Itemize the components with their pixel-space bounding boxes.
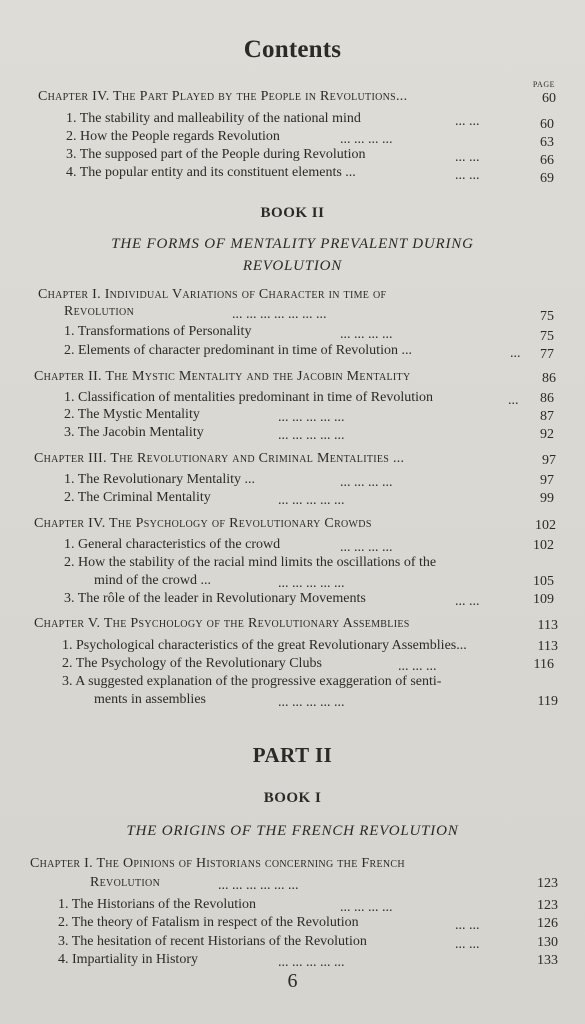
chapter-heading: Chapter IV. The Part Played by the People in Revolutions...: [38, 89, 408, 104]
leader-dots: ... ... ... ... ... ... ...: [232, 307, 327, 322]
leader-dots: ... ... ... ... ...: [278, 410, 345, 425]
section-entry: ments in assemblies: [94, 692, 206, 707]
section-entry: 1. Classification of mentalities predominant in time of Revolution: [64, 390, 433, 405]
book-subtitle: THE FORMS OF MENTALITY PREVALENT DURING: [111, 236, 474, 252]
page-ref: 77: [540, 347, 554, 362]
page-ref: 133: [537, 953, 558, 968]
section-entry: 4. Impartiality in History: [58, 952, 198, 967]
page-ref: 126: [537, 916, 558, 931]
section-entry: 3. The hesitation of recent Historians of the Revolution: [58, 934, 367, 949]
chapter-heading: Chapter I. Individual Variations of Character in time of: [38, 287, 387, 302]
leader-dots: ... ...: [455, 114, 480, 129]
leader-dots: ... ...: [455, 937, 480, 952]
chapter-heading: Chapter I. The Opinions of Historians concerning the French: [30, 856, 405, 871]
page-ref: 102: [533, 538, 554, 553]
chapter-heading: Chapter IV. The Psychology of Revolutionary Crowds: [34, 516, 372, 531]
book-heading: BOOK I: [263, 790, 322, 806]
section-entry: 1. The stability and malleability of the national mind: [66, 111, 361, 126]
leader-dots: ... ... ... ...: [340, 327, 393, 342]
page-ref: 109: [533, 592, 554, 607]
page-ref: 86: [542, 371, 556, 386]
section-entry: 3. The supposed part of the People during Revolution: [66, 147, 366, 162]
leader-dots: ... ... ... ...: [340, 900, 393, 915]
page-ref: 105: [533, 574, 554, 589]
leader-dots: ... ... ... ... ... ...: [218, 878, 299, 893]
page-ref: 63: [540, 135, 554, 150]
section-entry: 3. The Jacobin Mentality: [64, 425, 204, 440]
section-entry: 4. The popular entity and its constituent elements ...: [66, 165, 356, 180]
page-ref: 102: [535, 518, 556, 533]
section-entry: 3. The rôle of the leader in Revolutionary Movements: [64, 591, 366, 606]
page-ref: 97: [540, 473, 554, 488]
page-ref: 92: [540, 427, 554, 442]
leader-dots: ...: [510, 346, 521, 361]
page-ref: 87: [540, 409, 554, 424]
page-ref: 75: [540, 329, 554, 344]
page-ref: 113: [537, 639, 558, 654]
chapter-heading: Chapter II. The Mystic Mentality and the Jacobin Mentality: [34, 369, 411, 384]
page-ref: 97: [542, 453, 556, 468]
leader-dots: ... ... ...: [398, 659, 437, 674]
page-ref: 66: [540, 153, 554, 168]
section-entry: 1. The Revolutionary Mentality ...: [64, 472, 256, 487]
section-entry: 3. A suggested explanation of the progressive exaggeration of senti-: [62, 674, 442, 689]
leader-dots: ... ... ... ...: [340, 540, 393, 555]
section-entry: 2. Elements of character predominant in time of Revolution ...: [64, 343, 412, 358]
leader-dots: ... ... ... ...: [340, 475, 393, 490]
section-entry: 2. The Psychology of the Revolutionary Clubs: [62, 656, 322, 671]
leader-dots: ... ...: [455, 594, 480, 609]
section-entry: 1. General characteristics of the crowd: [64, 537, 281, 552]
chapter-heading: Revolution: [90, 875, 161, 890]
section-entry: 2. The theory of Fatalism in respect of the Revolution: [58, 915, 359, 930]
section-entry: 1. Psychological characteristics of the great Revolutionary Assemblies...: [62, 638, 467, 653]
section-entry: 1. Transformations of Personality: [64, 324, 252, 339]
section-entry: 2. The Criminal Mentality: [64, 490, 211, 505]
page-ref: 75: [540, 309, 554, 324]
book-subtitle: THE ORIGINS OF THE FRENCH REVOLUTION: [126, 823, 459, 839]
leader-dots: ... ...: [455, 150, 480, 165]
part-heading: PART II: [252, 743, 333, 767]
page-ref: 60: [542, 91, 556, 106]
page-column-header: PAGE: [532, 80, 555, 89]
section-entry: 1. The Historians of the Revolution: [58, 897, 257, 912]
leader-dots: ... ... ... ... ...: [278, 955, 345, 970]
book-subtitle: REVOLUTION: [242, 258, 343, 274]
page-ref: 119: [537, 694, 558, 709]
page-ref: 86: [540, 391, 554, 406]
page-ref: 130: [537, 935, 558, 950]
page-number: 6: [287, 970, 298, 992]
chapter-heading: Revolution: [64, 304, 135, 319]
page-ref: 60: [540, 117, 554, 132]
page-ref: 113: [537, 618, 558, 633]
section-entry: 2. How the People regards Revolution: [66, 129, 280, 144]
section-entry: 2. The Mystic Mentality: [64, 407, 200, 422]
leader-dots: ... ... ... ... ...: [278, 428, 345, 443]
section-entry: mind of the crowd ...: [94, 573, 212, 588]
section-entry: 2. How the stability of the racial mind limits the oscillations of the: [64, 555, 437, 570]
page-ref: 123: [537, 876, 558, 891]
chapter-heading: Chapter V. The Psychology of the Revolutionary Assemblies: [34, 616, 410, 631]
leader-dots: ...: [508, 393, 519, 408]
chapter-heading: Chapter III. The Revolutionary and Criminal Mentalities ...: [34, 451, 405, 466]
page-title: Contents: [243, 36, 342, 63]
leader-dots: ... ... ... ...: [340, 132, 393, 147]
leader-dots: ... ... ... ... ...: [278, 493, 345, 508]
page-ref: 99: [540, 491, 554, 506]
page-ref: 116: [533, 657, 554, 672]
leader-dots: ... ...: [455, 168, 480, 183]
page-ref: 69: [540, 171, 554, 186]
leader-dots: ... ... ... ... ...: [278, 576, 345, 591]
book-heading: BOOK II: [260, 205, 325, 221]
leader-dots: ... ... ... ... ...: [278, 695, 345, 710]
leader-dots: ... ...: [455, 918, 480, 933]
page-ref: 123: [537, 898, 558, 913]
